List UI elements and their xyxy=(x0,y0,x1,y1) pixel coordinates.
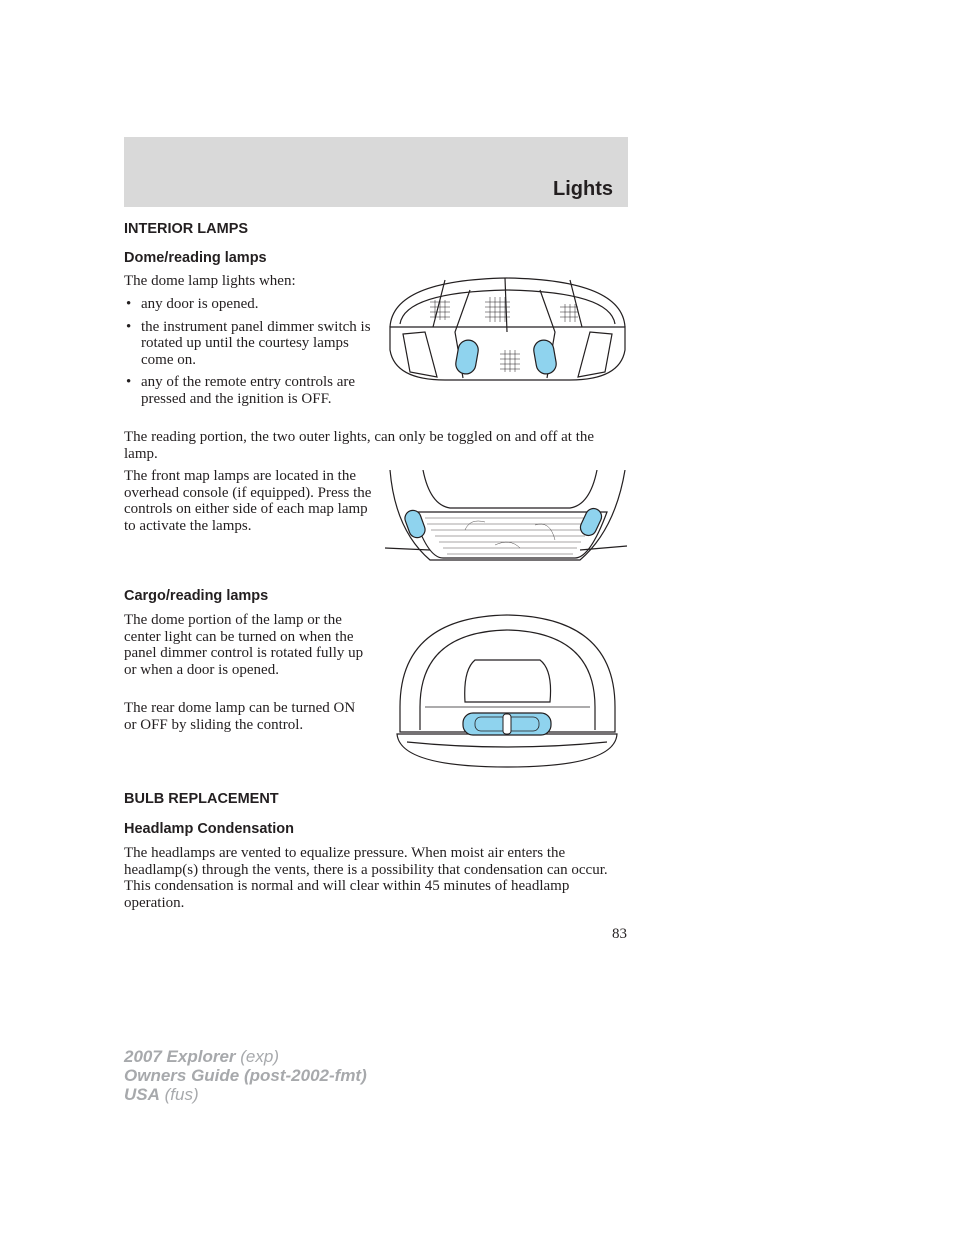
dome-lamp-illustration xyxy=(385,272,630,384)
list-item: • any door is opened. xyxy=(124,296,374,313)
condensation-text: The headlamps are vented to equalize pressure. When moist air enters the headlamp(s) through the vents, there is a possibility that condensation can occur. This condensation is normal and will clear within 45 minutes of headlamp operation. xyxy=(124,845,608,911)
front-map-lamps-text: The front map lamps are located in the overhead console (if equipped). Press the controls on either side of each map lamp to activate the lamps. xyxy=(124,468,372,534)
document-footer xyxy=(124,1047,367,1104)
footer-guide: Owners Guide (post-2002-fmt) xyxy=(124,1066,367,1085)
dome-intro-text: The dome lamp lights when: xyxy=(124,273,296,289)
cargo-reading-lamps-heading: Cargo/reading lamps xyxy=(124,588,269,604)
reading-portion-text: The reading portion, the two outer lights, can only be toggled on and off at the lamp. xyxy=(124,429,595,462)
page-number: 83 xyxy=(612,926,627,942)
interior-lamps-heading: INTERIOR LAMPS xyxy=(124,221,249,237)
section-header-band xyxy=(124,137,628,207)
cargo-para-2: The rear dome lamp can be turned ON or OFF by sliding the control. xyxy=(124,700,356,733)
footer-market: USA xyxy=(124,1085,160,1104)
cargo-para-1: The dome portion of the lamp or the center light can be turned on when the panel dimmer control is rotated fully up or when a door is opened. xyxy=(124,612,364,678)
map-lamp-illustration xyxy=(385,470,630,568)
dome-conditions-list xyxy=(124,296,374,413)
headlamp-condensation-heading: Headlamp Condensation xyxy=(124,821,294,837)
list-item: • the instrument panel dimmer switch is rotated up until the courtesy lamps come on. xyxy=(124,319,374,369)
cargo-lamp-illustration xyxy=(395,612,620,770)
list-item: • any of the remote entry controls are pressed and the ignition is OFF. xyxy=(124,374,374,407)
footer-market-code: (fus) xyxy=(164,1085,199,1104)
dome-reading-lamps-heading: Dome/reading lamps xyxy=(124,250,267,266)
bulb-replacement-heading: BULB REPLACEMENT xyxy=(124,791,279,807)
footer-model: 2007 Explorer xyxy=(124,1047,236,1066)
section-title: Lights xyxy=(553,178,613,200)
footer-model-code: (exp) xyxy=(240,1047,279,1066)
